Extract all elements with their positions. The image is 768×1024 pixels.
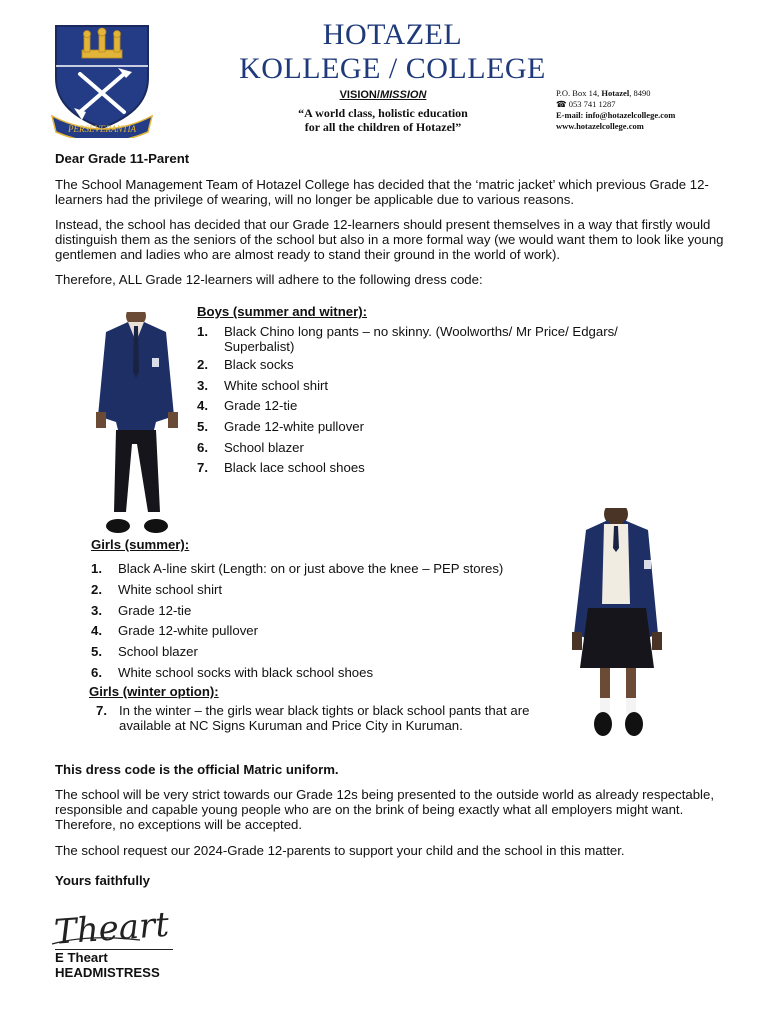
vision-statement: “A world class, holistic education for all the children of Hotazel”: [298, 106, 468, 134]
list-item: 1. Black Chino long pants – no skinny. (Woolworths/ Mr Price/ Edgars/ Superbalist): [197, 324, 618, 354]
email-address: E-mail: info@hotazelcollege.com: [556, 110, 676, 120]
girls-dress-list: [91, 561, 561, 680]
svg-text:Theart: Theart: [52, 904, 171, 953]
list-item: 1. Black A-line skirt (Length: on or just above the knee – PEP stores): [91, 561, 504, 576]
signatory-title: HEADMISTRESS: [55, 965, 160, 980]
signatory-name: E Theart: [55, 950, 108, 965]
website-url: www.hotazelcollege.com: [556, 121, 644, 131]
girls-winter-list: [96, 703, 568, 733]
signature-image: [48, 898, 178, 954]
school-name: [190, 18, 595, 86]
list-item: 6. School blazer: [197, 439, 304, 455]
paragraph-5: The school request our 2024-Grade 12-parents to support your child and the school in this matter.: [55, 843, 625, 858]
list-item: 2. Black socks: [197, 357, 294, 372]
po-box: P.O. Box 14, Hotazel, 8490: [556, 88, 651, 98]
official-uniform-statement: This dress code is the official Matric uniform.: [55, 762, 339, 777]
paragraph-4: The school will be very strict towards our Grade 12s being presented to the outside world as already respectable, responsible and capable young people who are on the brink of being exactly what all employers might want. Therefore, no exceptions will be accepted.: [55, 787, 714, 832]
vision-mission-label: VISION/MISSION: [339, 89, 427, 101]
list-item: 7. Black lace school shoes: [197, 460, 365, 476]
list-item: 5. Grade 12-white pullover: [197, 419, 365, 435]
phone-icon: ☎: [556, 99, 567, 109]
list-item: 5. School blazer: [91, 644, 198, 660]
girls-heading: Girls (summer):: [91, 537, 190, 552]
vision-mission: [268, 88, 498, 134]
list-item: 3. Grade 12-tie: [91, 602, 192, 618]
list-item: 6. White school socks with black school shoes: [91, 664, 374, 680]
school-name-line2: KOLLEGE / COLLEGE: [239, 52, 546, 85]
paragraph-2: Instead, the school has decided that our Grade 12-learners should present themselves in a way that firstly would distinguish them as the seniors of the school but also in a more formal way (we would want them to look like young gentlemen and ladies who are almost ready to stand their ground in the world of work).: [55, 217, 724, 262]
boy-uniform-photo: [90, 312, 186, 542]
closing: Yours faithfully: [55, 873, 151, 888]
paragraph-3: Therefore, ALL Grade 12-learners will adhere to the following dress code:: [55, 272, 483, 287]
contact-details: [556, 88, 675, 132]
crest-motto: PERSEVERANTIA: [68, 124, 136, 134]
paragraph-1: The School Management Team of Hotazel College has decided that the ‘matric jacket’ which previous Grade 12-learners had the privilege of wearing, will no longer be applicable due to various reasons.: [55, 177, 709, 207]
list-item: 2. White school shirt: [91, 581, 223, 597]
girls-winter-heading: Girls (winter option):: [89, 684, 219, 699]
list-item: 3. White school shirt: [197, 377, 329, 393]
boys-dress-list: [197, 324, 667, 475]
boys-heading: Boys (summer and witner):: [197, 304, 368, 319]
school-name-line1: HOTAZEL: [322, 18, 463, 51]
school-crest-logo: [48, 20, 156, 138]
phone-number: ☎ 053 741 1287: [556, 99, 616, 109]
girl-uniform-photo: [568, 508, 672, 746]
list-item: 7. In the winter – the girls wear black tights or black school pants that are available at NC Signs Kuruman and Price City in Kuruman.: [96, 703, 530, 733]
list-item: 4. Grade 12-white pullover: [91, 623, 259, 639]
list-item: 4. Grade 12-tie: [197, 398, 298, 414]
salutation: Dear Grade 11-Parent: [55, 151, 190, 166]
